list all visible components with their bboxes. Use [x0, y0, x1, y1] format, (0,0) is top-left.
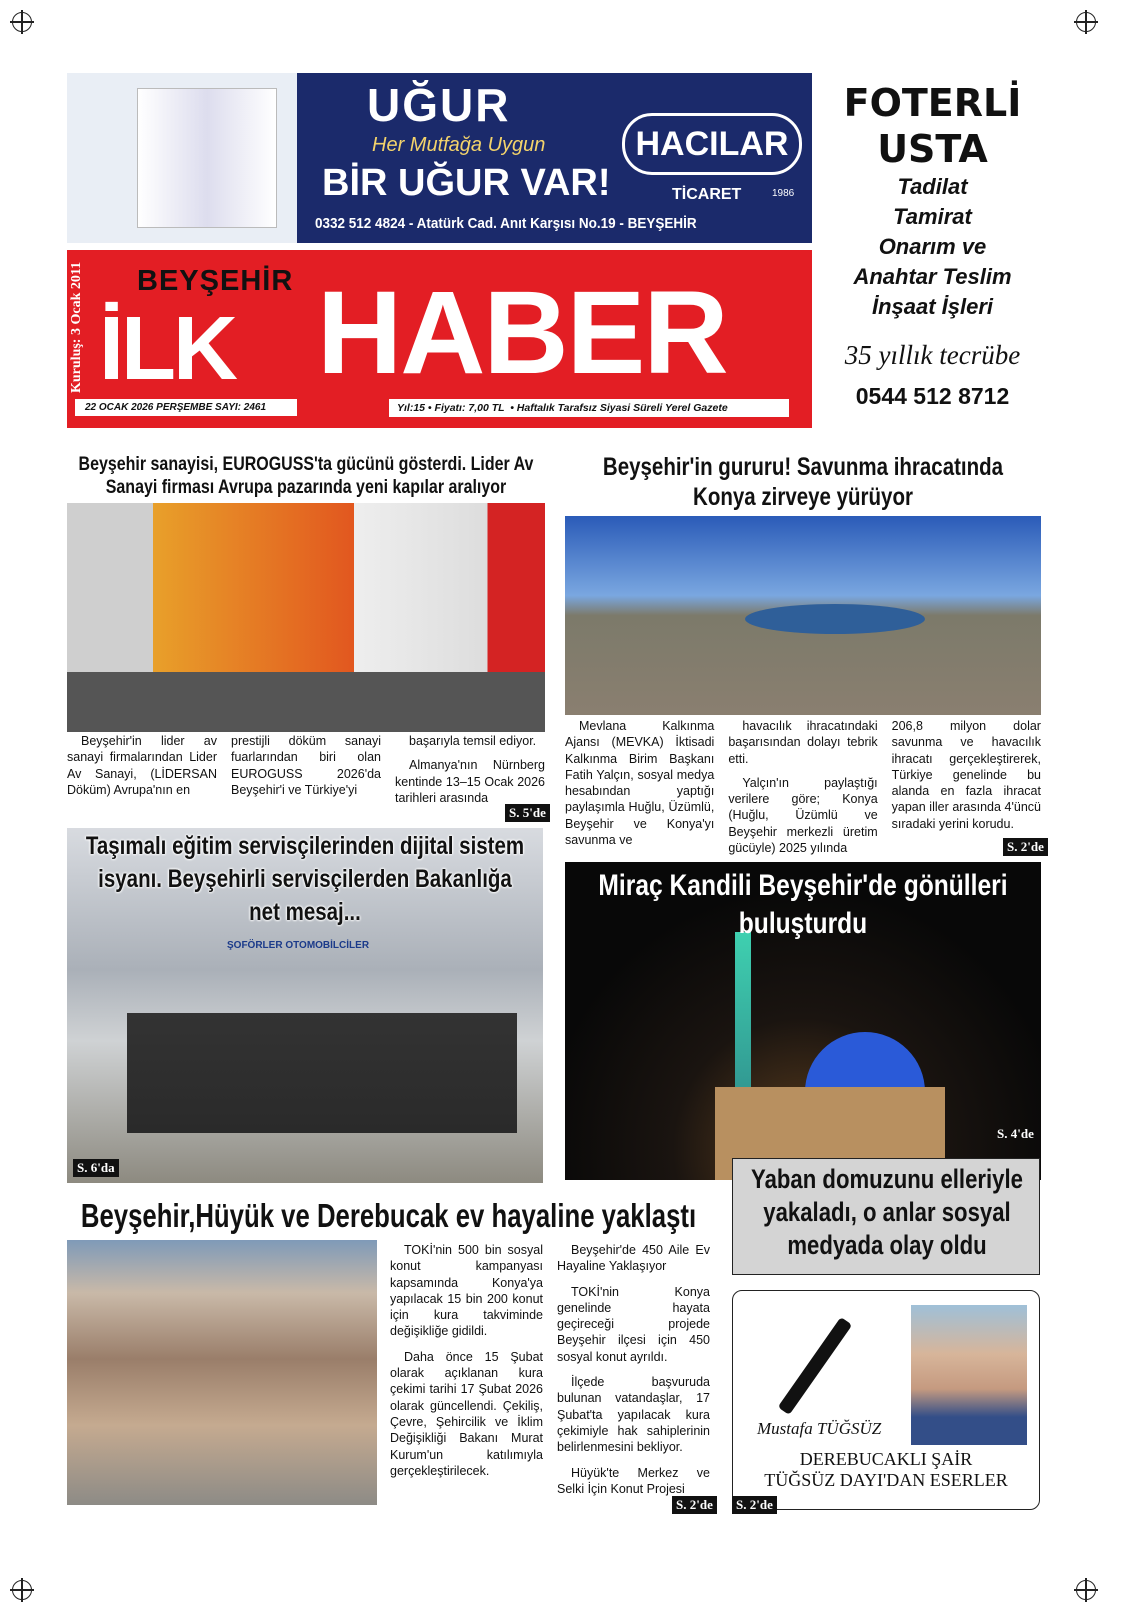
dealer-name: HACILAR [635, 125, 789, 163]
body-savunma [565, 718, 1041, 856]
top-advertisement[interactable] [67, 73, 812, 243]
text-column: Mevlana Kalkınma Ajansı (MEVKA) İktisadi Kalkınma Birim Başkanı Fatih Yalçın, sosyal medya hesabından yaptığı paylaşımla Huğlu, Üzümlü, Beyşehir ve Konya'yı savunma ve [565, 719, 715, 848]
paragraph: Almanya'nın Nürnberg kentinde 13–15 Ocak 2026 tarihleri arasında [395, 758, 545, 805]
registration-mark [1076, 1580, 1096, 1600]
service: İnşaat İşleri [871, 294, 994, 319]
headline-servis: Taşımalı eğitim servisçilerinden dijital sistem isyanı. Beyşehirli servisçilerden Bakanlığa net mesaj... [85, 832, 525, 926]
photo-mosque-night[interactable] [565, 862, 1041, 1180]
photo-euroguss-booth [67, 503, 545, 732]
headline-savunma[interactable]: Beyşehir'in gururu! Savunma ihracatında Konya zirveye yürüyor [602, 453, 1004, 511]
paragraph: Beyşehir'de 450 Aile Ev Hayaline Yaklaşıyor [557, 1243, 710, 1274]
brand-logo: UĞUR [367, 79, 511, 131]
column-box-tugsuz[interactable] [732, 1290, 1040, 1510]
headline-toki[interactable]: Beyşehir,Hüyük ve Derebucak ev hayaline yaklaştı [80, 1197, 697, 1234]
ad-title: FOTERLİ [843, 81, 1022, 125]
text-column [728, 718, 877, 856]
paper-info: Yıl:15 • Fiyatı: 7,00 TL • Haftalık Tarafsız Siyasi Süreli Yerel Gazete [389, 399, 789, 417]
page-ref[interactable]: S. 4'de [997, 1126, 1034, 1141]
paragraph: TOKİ'nin Konya genelinde hayata geçireceği projede Beyşehir ilçesi için 450 sosyal konut ayrıldı. [557, 1284, 710, 1364]
paragraph: Hüyük'te Merkez ve Selki İçin Konut Projesi [557, 1465, 710, 1496]
side-advertisement[interactable] [830, 80, 1035, 425]
paragraph: başarıyla temsil ediyor. [409, 734, 537, 748]
body-toki [390, 1242, 710, 1497]
photo-aerial-beysehir [565, 516, 1041, 715]
photo-servisciler-group[interactable] [67, 828, 543, 1183]
column-title: TÜĞSÜZ DAYI'DAN ESERLER [764, 1470, 1008, 1490]
experience: 35 yıllık tecrübe [844, 340, 1021, 370]
ad-slogan: Her Mutfağa Uygun [372, 134, 546, 156]
page-ref[interactable]: S. 2'de [672, 1496, 717, 1514]
ad-contact: 0332 512 4824 - Atatürk Cad. Anıt Karşısı No.19 - BEYŞEHİR [315, 215, 697, 232]
paragraph: Daha önce 15 Şubat olarak açıklanan kura çekimi tarihi 17 Şubat 2026 olarak güncellendi. Çekiliş, Çevre, Şehircilik ve İklim Değişikliği Bakanı Murat Kurum'un katılımıyla gerçekleştirilecek. [390, 1349, 543, 1478]
box-yaban-domuzu[interactable] [732, 1158, 1040, 1275]
page-ref[interactable]: S. 2'de [732, 1496, 777, 1514]
issue-date: 22 OCAK 2026 PERŞEMBE SAYI: 2461 [75, 399, 297, 416]
founded-date: Kuruluş: 3 Ocak 2011 [69, 261, 84, 393]
service: Onarım ve [878, 234, 987, 259]
text-column: 206,8 milyon dolar savunma ve havacılık ihracatı gerçekleştirerek, Türkiye genelinde bu alanda en fazla ihracat yapan iller arasında 4'üncü sıradaki yerini korudu. [891, 719, 1041, 831]
building-sign: ŞOFÖRLER OTOMOBİLCİLER [227, 940, 370, 951]
dealer-sub: TİCARET [672, 186, 742, 203]
fridge-image [137, 88, 277, 228]
dome [805, 1032, 925, 1092]
paragraph: İlçede başvuruda bulunan vatandaşlar, 17 Şubat'ta yapılacak kura çekimiyle hak sahiplerinin belirlenmesini bekliyor. [557, 1375, 710, 1455]
registration-mark [12, 12, 32, 32]
town-name: BEYŞEHİR [137, 265, 294, 297]
paragraph: havacılık ihracatındaki başarısından dolayı tebrik etti. [728, 719, 878, 766]
ad-headline: BİR UĞUR VAR! [322, 162, 611, 204]
headline-mirac: Miraç Kandili Beyşehir'de gönülleri buluşturdu [598, 869, 1008, 940]
photo-toki-housing [67, 1240, 377, 1505]
ad-title: USTA [877, 127, 988, 171]
phone: 0544 512 8712 [855, 383, 1010, 409]
fountain-pen-icon [778, 1317, 853, 1415]
registration-mark [1076, 12, 1096, 32]
text-column [395, 733, 545, 806]
author-photo [911, 1305, 1027, 1445]
text-column [557, 1242, 710, 1497]
headline-domuz: Yaban domuzunu elleriyle yakaladı, o anlar sosyal medyada olay oldu [751, 1164, 1023, 1260]
headline-euroguss[interactable]: Beyşehir sanayisi, EUROGUSS'ta gücünü gösterdi. Lider Av Sanayi firması Avrupa pazarında yeni kapılar aralıyor [78, 453, 534, 499]
text-column [390, 1242, 543, 1497]
service: Anahtar Teslim [853, 264, 1012, 289]
dealer-year: 1986 [772, 188, 795, 199]
paragraph: Yalçın'ın paylaştığı verilere göre; Konya (Huğlu, Üzümlü ve Beyşehir merkezli üretim gücüyle) 2025 yılında [728, 775, 878, 856]
masthead [67, 250, 812, 428]
author-name: Mustafa TÜĞSÜZ [757, 1419, 882, 1438]
logo-haber: HABER [317, 267, 727, 399]
page-ref[interactable]: S. 5'de [505, 804, 550, 822]
registration-mark [12, 1580, 32, 1600]
text-column: Beyşehir'in lider av sanayi firmalarından Lider Av Sanayi, (LİDERSAN Döküm) Avrupa'nın en [67, 734, 217, 797]
page-ref[interactable]: S. 6'da [73, 1159, 119, 1177]
page-ref[interactable]: S. 2'de [1003, 838, 1048, 856]
paragraph: TOKİ'nin 500 bin sosyal konut kampanyası kapsamında Konya'ya yapılacak 15 bin 200 konut için kura takviminde değişikliğe gidildi. [390, 1243, 543, 1339]
logo-ilk: İLK [99, 299, 235, 399]
text-column: prestijli döküm sanayi fuarlarından biri olan EUROGUSS 2026'da Beyşehir'i ve Türkiye'yi [231, 734, 381, 797]
service: Tadilat [897, 174, 968, 199]
dealer-logo [622, 113, 802, 175]
body-euroguss [67, 733, 545, 806]
service: Tamirat [893, 204, 972, 229]
column-title: DEREBUCAKLI ŞAİR [799, 1449, 973, 1469]
